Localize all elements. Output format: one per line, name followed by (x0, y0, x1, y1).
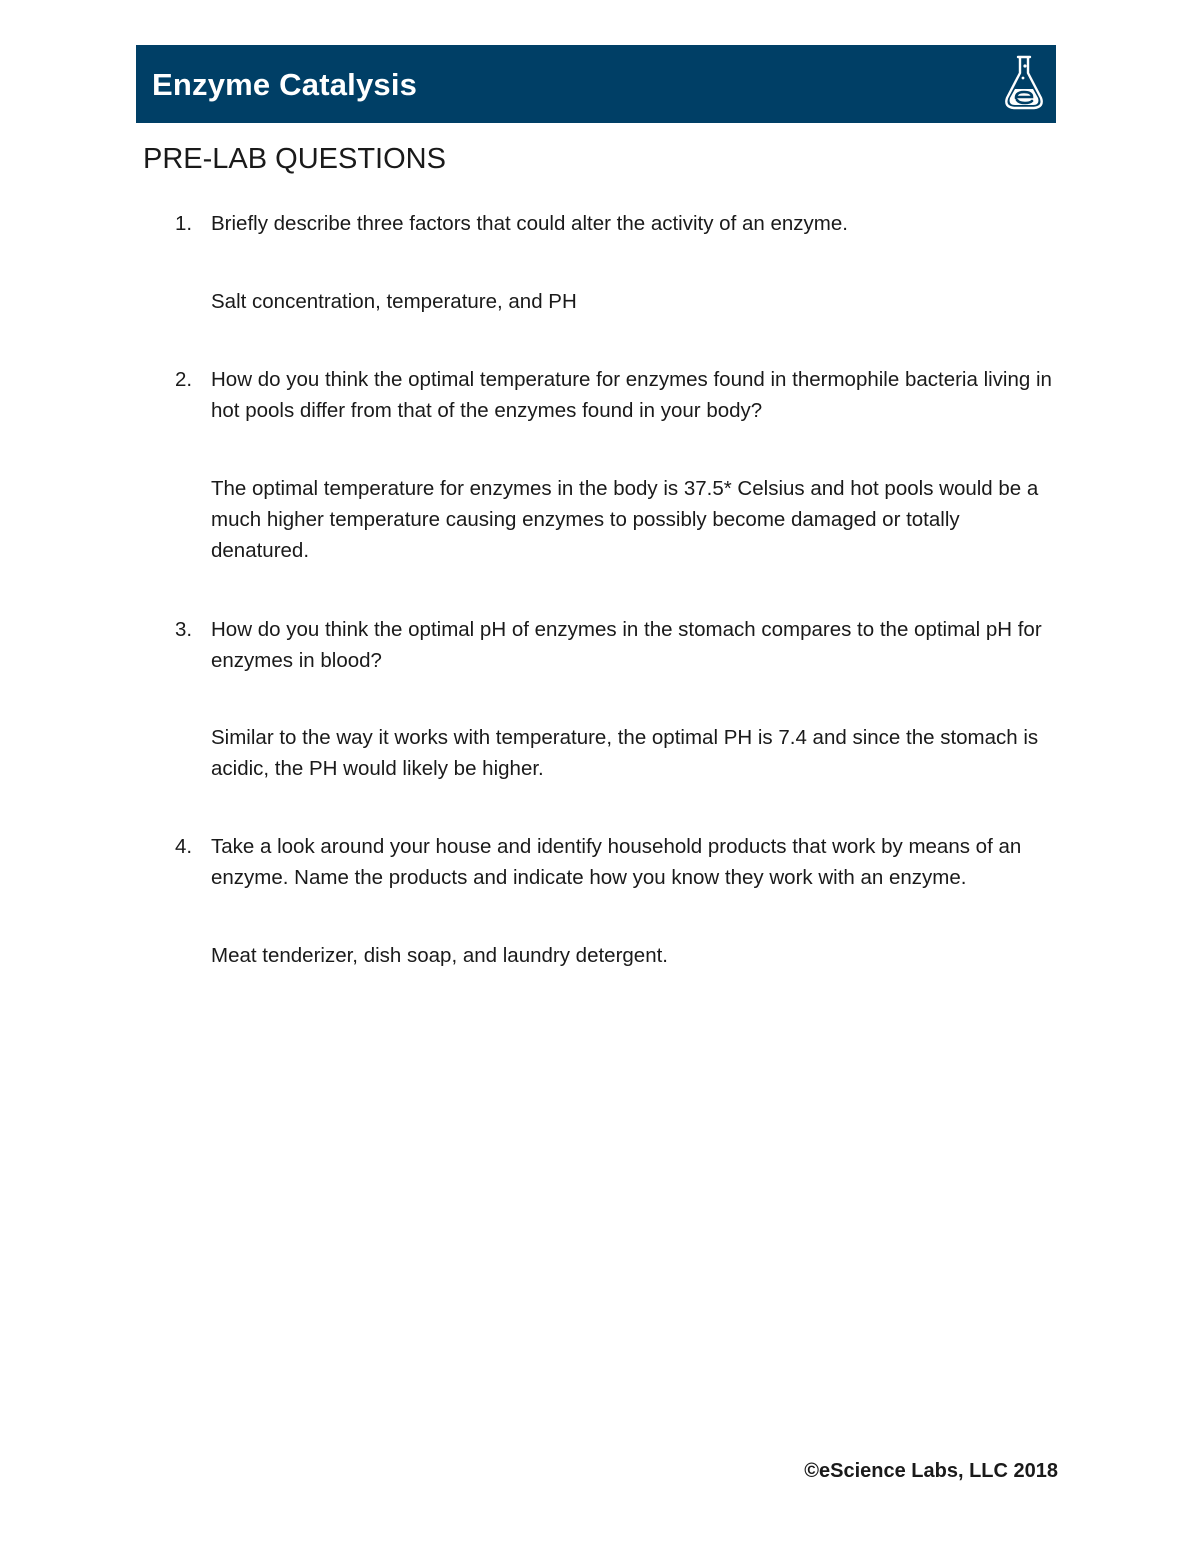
section-title: PRE-LAB QUESTIONS (143, 143, 446, 175)
question-text: Take a look around your house and identify household products that work by means of an enzyme. Name the products and indicate how you know they work with an enzyme. (211, 835, 1022, 889)
answer-text: Meat tenderizer, dish soap, and laundry detergent. (211, 944, 668, 967)
document-title: Enzyme Catalysis (152, 67, 418, 102)
answer-text: The optimal temperature for enzymes in the body is 37.5* Celsius and hot pools would be a much higher temperature causing enzymes to possibly become damaged or totally denatured. (211, 477, 1039, 562)
question-number: 3. (175, 618, 193, 641)
copyright-footer: ©eScience Labs, LLC 2018 (804, 1460, 1058, 1482)
question-number: 1. (175, 212, 193, 235)
flask-e-logo-icon (1002, 54, 1046, 112)
document-header (136, 45, 1056, 123)
question-number: 2. (175, 368, 193, 391)
question-number: 4. (175, 835, 193, 858)
answer-text: Similar to the way it works with temperature, the optimal PH is 7.4 and since the stomach is acidic, the PH would likely be higher. (211, 726, 1039, 780)
question-text: How do you think the optimal temperature for enzymes found in thermophile bacteria living in hot pools differ from that of the enzymes found in your body? (211, 368, 1052, 422)
answer-text: Salt concentration, temperature, and PH (211, 290, 577, 313)
question-text: Briefly describe three factors that could alter the activity of an enzyme. (211, 212, 848, 235)
question-text: How do you think the optimal pH of enzymes in the stomach compares to the optimal pH for enzymes in blood? (211, 618, 1042, 672)
